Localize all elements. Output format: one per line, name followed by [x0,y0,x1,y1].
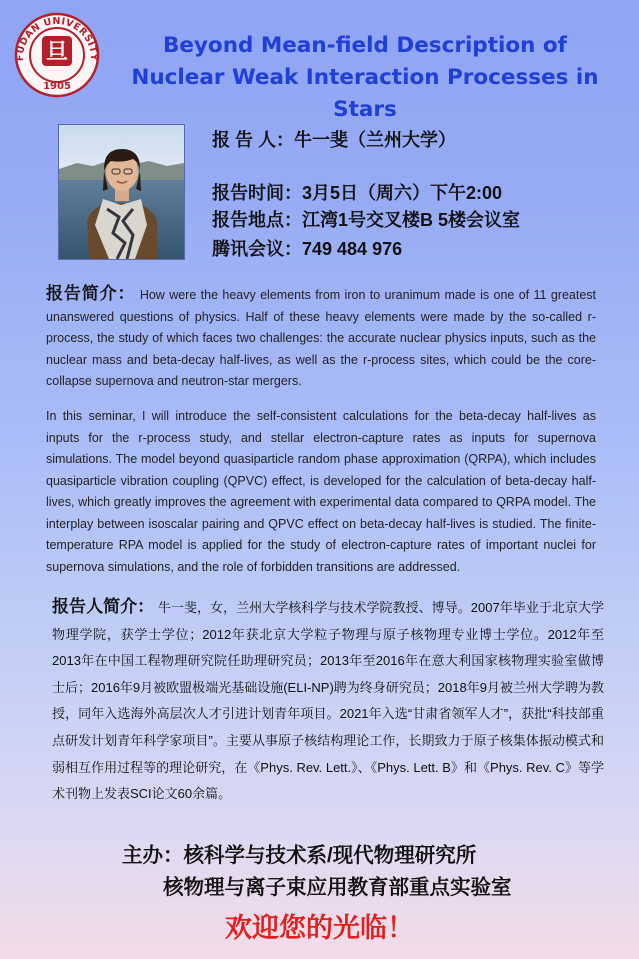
speaker-row [212,126,456,152]
talk-title [100,30,630,126]
abstract-text-1: How were the heavy elements from iron to uranimum made is one of 11 greatest unanswered questions of physics. Half of these heavy elements were made by the so-called r-process, the study of which faces two challenges: the accurate nuclear physics inputs, such as the nuclear mass and beta-decay half-lives, as well as the r-process sites, which could be the core-collapse supernova and neutron-star mergers. [46,288,597,388]
speaker-photo [58,124,185,260]
fudan-university-logo [14,12,100,98]
logo-seal-char: 旦 [45,40,69,65]
tencent-meeting-label: 腾讯会议： [212,239,302,259]
tencent-meeting-row [212,235,402,261]
bio-text: 牛一斐，女，兰州大学核科学与技术学院教授、博导。2007年毕业于北京大学物理学院，获学士学位；2012年获北京大学粒子物理与原子核物理专业博士学位。2012年至2013年在中国工程物理研究院任助理研究员；2013年至2016年在意大利国家核物理实验室做博士后；2016年9月被欧盟极端光基础设施(ELI-NP)聘为终身研究员；2018年9月被兰州大学聘为教授，同年入选海外高层次人才引进计划青年项目。2021年入选“甘肃省领军人才”，获批“科技部重点研发计划青年科学家项目”。主要从事原子核结构理论工作，长期致力于原子核集体振动模式和弱相互作用过程等的理论研究，在《Phys. Rev. Lett.》、《Phys. Lett. B》和《Phys. Rev. C》等学术刊物上发表SCI论文60余篇。 [52,600,605,802]
bio-heading: 报告人简介： [52,597,155,616]
host-dept: 核科学与技术系/现代物理研究所 [183,844,477,867]
logo-year: 1905 [43,81,71,92]
welcome-text: 欢迎您的光临！ [225,913,414,943]
host-row-1 [122,838,476,868]
tencent-meeting-id: 749 484 976 [302,239,403,259]
logo-university-name: FUDAN UNIVERSITY [14,15,100,62]
speaker-bio [52,594,604,808]
host-label: 主办： [122,844,184,867]
place-label: 报告地点： [212,210,302,230]
time-value: 3月5日（周六）下午2:00 [302,183,503,203]
place-value: 江湾1号交叉楼B 5楼会议室 [302,210,521,230]
title-line-1: Beyond Mean-field Description of [162,33,568,58]
abstract-paragraph-1 [46,283,596,393]
title-line-2: Nuclear Weak Interaction Processes in Stars [131,65,599,122]
time-row [212,179,502,205]
speaker-label: 报 告 人： [212,130,295,150]
host-lab: 核物理与离子束应用教育部重点实验室 [163,876,512,899]
abstract-heading: 报告简介： [46,284,136,303]
place-row [212,206,520,232]
abstract-text-2: In this seminar, I will introduce the self-consistent calculations for the beta-decay half-lives as inputs for the r-process study, and stellar electron-capture rates as inputs for supernova simulations. The model beyond quasiparticle random phase approximation (QRPA), which includes quasiparticle vibration coupling (QPVC) effect, is developed for the calculation of beta-decay half-lives, which greatly improves the agreement with experimental data compared to QRPA model. The interplay between isoscalar pairing and QPVC effect on beta-decay half-lives is studied. The finite-temperature RPA model is applied for the study of electron-capture rates of important nuclei for supernova simulations, and the role of forbidden transitions are addressed. [46,409,596,574]
time-label: 报告时间： [212,183,302,203]
speaker-name: 牛一斐（兰州大学） [294,130,457,150]
abstract-paragraph-2 [46,406,596,578]
